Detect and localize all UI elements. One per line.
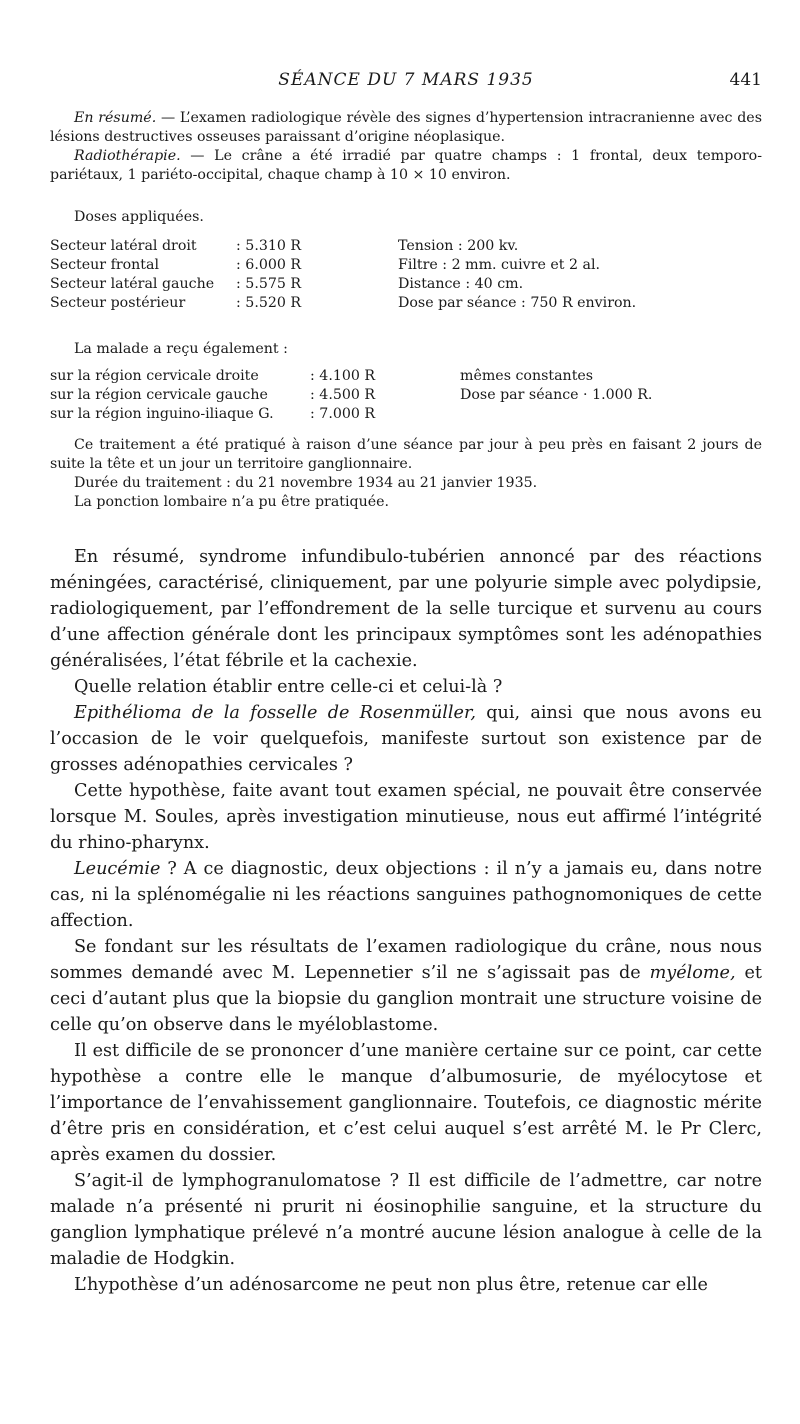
running-title: SÉANCE DU 7 MARS 1935 [278,70,534,90]
treatment-note: Ce traitement a été pratiqué à raison d’une séance par jour à peu près en faisant 2 jours de suite la tête et un jour un territoire ganglionnaire. [50,437,762,472]
body-paragraph: Cette hypothèse, faite avant tout examen spécial, ne pouvait être conservée lorsque M. Soules, après investigation minutieuse, nous eut affirmé l’intégrité du rhino-pharynx. [50,781,762,853]
treatment-note: La ponction lombaire n’a pu être pratiquée. [74,494,390,510]
dose-row-param: Tension : 200 kv. [398,238,519,254]
body-text: et ceci d’autant plus que la biopsie du ganglion montrait une structure voisine de celle qu’on observe dans le myéloblastome. [50,963,762,1035]
dose-row-value: : 5.310 R [236,238,302,254]
additional-note [460,405,762,424]
doses-table [50,237,762,313]
additional-dose: : 7.000 R [310,406,376,422]
body-text: qui, ainsi que nous avons eu l’occasion de le voir quelquefois, manifeste surtout son existence par de grosses adénopathies cervicales ? [50,703,762,775]
summary-label: En résumé. [74,110,157,126]
body-paragraph [50,856,762,934]
additional-table [50,367,762,424]
page-number: 441 [729,70,762,90]
summary-text: — L’examen radiologique révèle des signes d’hypertension intracranienne avec des lésions destructives osseuses paraissant d’origine néoplasique. [50,110,762,145]
doses-section [50,208,762,313]
body-paragraph: L’hypothèse d’un adénosarcome ne peut non plus être, retenue car elle [74,1275,708,1295]
body-paragraph: Il est difficile de se prononcer d’une manière certaine sur ce point, car cette hypothèse a contre elle le manque d’albumosurie, de myélocytose et l’importance de l’envahissement ganglionnaire. Toutefois, ce diagnostic mérite d’être pris en considération, et c’est celui auquel s’est arrêté M. le Pr Clerc, après examen du dossier. [50,1041,762,1165]
dose-row-value: : 5.575 R [236,276,302,292]
additional-dose: : 4.100 R [310,368,376,384]
dose-row-value: : 5.520 R [236,295,302,311]
main-body [50,544,762,1298]
additional-section [50,340,762,424]
body-paragraph [50,700,762,778]
dose-row-sector: Secteur latéral gauche [50,276,215,292]
summary-section [50,109,762,185]
treatment-note: Durée du traitement : du 21 novembre 1934 au 21 janvier 1935. [74,475,538,491]
italic-term: myélome, [649,963,736,983]
body-text: Se fondant sur les résultats de l’examen radiologique du crâne, nous nous sommes demandé avec M. Lepennetier s’il ne s’agissait pas de [50,937,762,983]
summary-paragraph [50,109,762,147]
additional-region: sur la région cervicale droite [50,368,259,384]
body-paragraph: S’agit-il de lymphogranulomatose ? Il est difficile de l’admettre, car notre malade n’a présenté ni prurit ni éosinophilie sanguine, et la structure du ganglion lymphatique prélevé n’a montré aucune lésion analogue à celle de la maladie de Hodgkin. [50,1171,762,1269]
dose-row-param: Filtre : 2 mm. cuivre et 2 al. [398,257,601,273]
document-page [50,0,762,1424]
dose-row-sector: Secteur postérieur [50,295,186,311]
radiotherapy-text: — Le crâne a été irradié par quatre champs : 1 frontal, deux temporo-pariétaux, 1 pariéto-occipital, chaque champ à 10 × 10 environ. [50,148,762,183]
body-text: ? A ce diagnostic, deux objections : il n’y a jamais eu, dans notre cas, ni la splénomégalie ni les réactions sanguines pathognomoniques de cette affection. [50,859,762,931]
dose-row-param: Dose par séance : 750 R environ. [398,295,637,311]
dose-row-sector: Secteur latéral droit [50,238,197,254]
body-paragraph [50,934,762,1038]
additional-note: mêmes constantes [460,368,594,384]
treatment-notes [50,436,762,512]
dose-row-value: : 6.000 R [236,257,302,273]
italic-term: Leucémie [74,859,161,879]
dose-row-param: Distance : 40 cm. [398,276,524,292]
page-header [50,70,762,94]
radiotherapy-label: Radiothérapie. [74,148,181,164]
italic-term: Epithélioma de la fosselle de Rosenmüller, [74,703,477,723]
body-paragraph: Quelle relation établir entre celle-ci et celui-là ? [74,677,503,697]
body-paragraph: En résumé, syndrome infundibulo-tubérien annoncé par des réactions méningées, caractérisé, cliniquement, par une polyurie simple avec polydipsie, radiologiquement, par l’effondrement de la selle turcique et survenu au cours d’une affection générale dont les principaux symptômes sont les adénopathies généralisées, l’état fébrile et la cachexie. [50,547,762,671]
radiotherapy-paragraph [50,147,762,185]
additional-note: Dose par séance · 1.000 R. [460,387,653,403]
additional-region: sur la région cervicale gauche [50,387,268,403]
additional-intro: La malade a reçu également : [74,341,288,357]
dose-row-sector: Secteur frontal [50,257,159,273]
additional-dose: : 4.500 R [310,387,376,403]
doses-title: Doses appliquées. [74,209,204,225]
additional-region: sur la région inguino-iliaque G. [50,406,274,422]
